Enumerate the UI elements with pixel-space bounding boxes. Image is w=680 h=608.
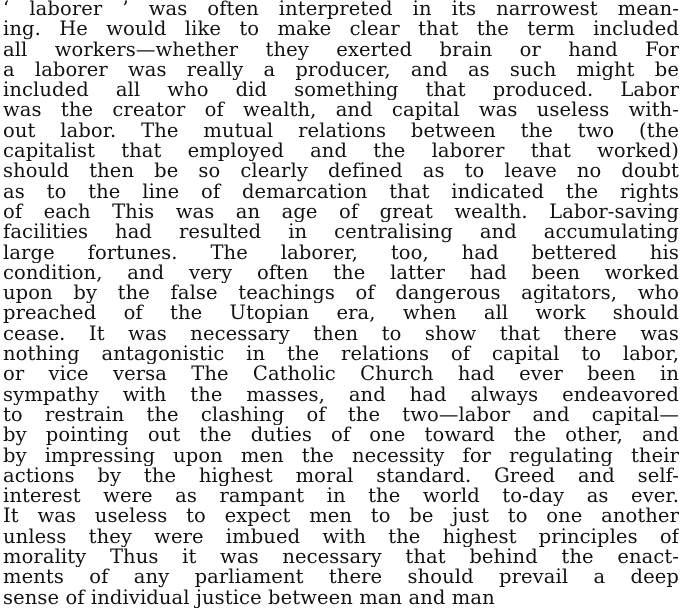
text-line: unless they were imbued with the highest principles of: [3, 526, 679, 548]
text-line: sense of individual justice between man and man: [3, 587, 495, 608]
text-line: ing. He would like to make clear that the term included: [3, 19, 679, 40]
text-line: upon by the false teachings of dangerous agitators, who: [3, 283, 679, 304]
text-line: capitalist that employed and the laborer that worked): [3, 141, 679, 162]
text-line: to restrain the clashing of the two—labor and capital—: [3, 404, 679, 426]
text-line: actions by the highest moral standard. Greed and self-: [3, 465, 679, 487]
text-line: included all who did something that produced. Labor: [3, 80, 679, 101]
text-line: cease. It was necessary then to show that there was: [3, 323, 679, 345]
text-line: a laborer was really a producer, and as such might be: [3, 59, 679, 81]
article-column: [3, 0, 679, 608]
text-line: morality Thus it was necessary that behind the enact-: [3, 547, 679, 568]
text-line: ments of any parliament there should prevail a deep: [3, 567, 679, 588]
text-line: as to the line of demarcation that indicated the rights: [3, 181, 679, 202]
text-line: was the creator of wealth, and capital was useless with-: [3, 100, 679, 121]
text-line: ‘ laborer ’ was often interpreted in its narrowest mean-: [3, 0, 679, 20]
text-line: preached of the Utopian era, when all work should: [3, 303, 679, 324]
text-line: sympathy with the masses, and had always endeavored: [3, 384, 679, 405]
text-line: by impressing upon men the necessity for regulating their: [3, 445, 679, 466]
text-line: large fortunes. The laborer, too, had bettered his: [3, 242, 679, 263]
text-line: interest were as rampant in the world to-day as ever.: [3, 486, 679, 507]
text-line: condition, and very often the latter had been worked: [3, 262, 679, 284]
text-line: It was useless to expect men to be just to one another: [3, 506, 679, 527]
text-line: nothing antagonistic in the relations of capital to labor,: [3, 344, 679, 365]
text-line: should then be so clearly defined as to leave no doubt: [3, 161, 679, 182]
text-line: out labor. The mutual relations between the two (the: [3, 120, 679, 142]
text-line: or vice versa The Catholic Church had ever been in: [3, 364, 679, 385]
text-line: all workers—whether they exerted brain or hand For: [3, 39, 679, 60]
text-line: of each This was an age of great wealth. Labor-saving: [3, 201, 679, 223]
text-line: by pointing out the duties of one toward the other, and: [3, 425, 679, 446]
text-line: facilities had resulted in centralising and accumulating: [3, 222, 679, 243]
